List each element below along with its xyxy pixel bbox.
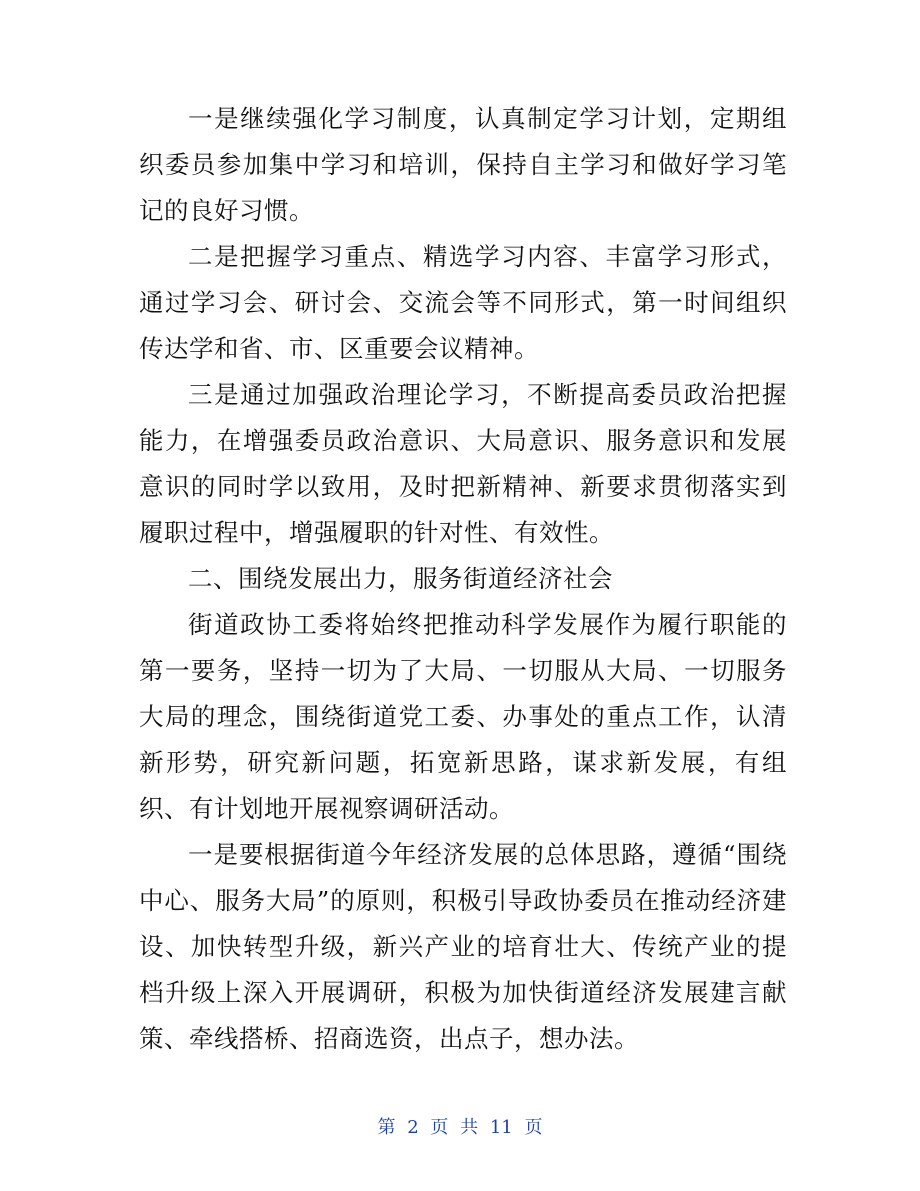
- document-body: [139, 96, 787, 1062]
- paragraph-study-system: 一是继续强化学习制度，认真制定学习计划，定期组织委员参加集中学习和培训，保持自主学习和做好学习笔记的良好习惯。: [139, 104, 787, 225]
- section-heading-development: 二、围绕发展出力，服务街道经济社会: [188, 564, 613, 593]
- paragraph-economic-research: 一是要根据街道今年经济发展的总体思路，遵循“围绕中心、服务大局”的原则，积极引导政协委员在推动经济建设、加快转型升级，新兴产业的培育壮大、传统产业的提档升级上深入开展调研，积极为加快街道经济发展建言献策、牵线搭桥、招商选资，出点子，想办法。: [139, 840, 787, 1053]
- paragraph-working-committee: 街道政协工委将始终把推动科学发展作为履行职能的第一要务，坚持一切为了大局、一切服从大局、一切服务大局的理念，围绕街道党工委、办事处的重点工作，认清新形势，研究新问题，拓宽新思路，谋求新发展，有组织、有计划地开展视察调研活动。: [139, 610, 787, 823]
- page-number-footer: 第 2 页 共 11 页: [377, 1117, 543, 1138]
- paragraph-study-focus: 二是把握学习重点、精选学习内容、丰富学习形式，通过学习会、研讨会、交流会等不同形式，第一时间组织传达学和省、市、区重要会议精神。: [139, 242, 787, 363]
- paragraph-political-theory: 三是通过加强政治理论学习，不断提高委员政治把握能力，在增强委员政治意识、大局意识、服务意识和发展意识的同时学以致用，及时把新精神、新要求贯彻落实到履职过程中，增强履职的针对性、有效性。: [139, 380, 787, 547]
